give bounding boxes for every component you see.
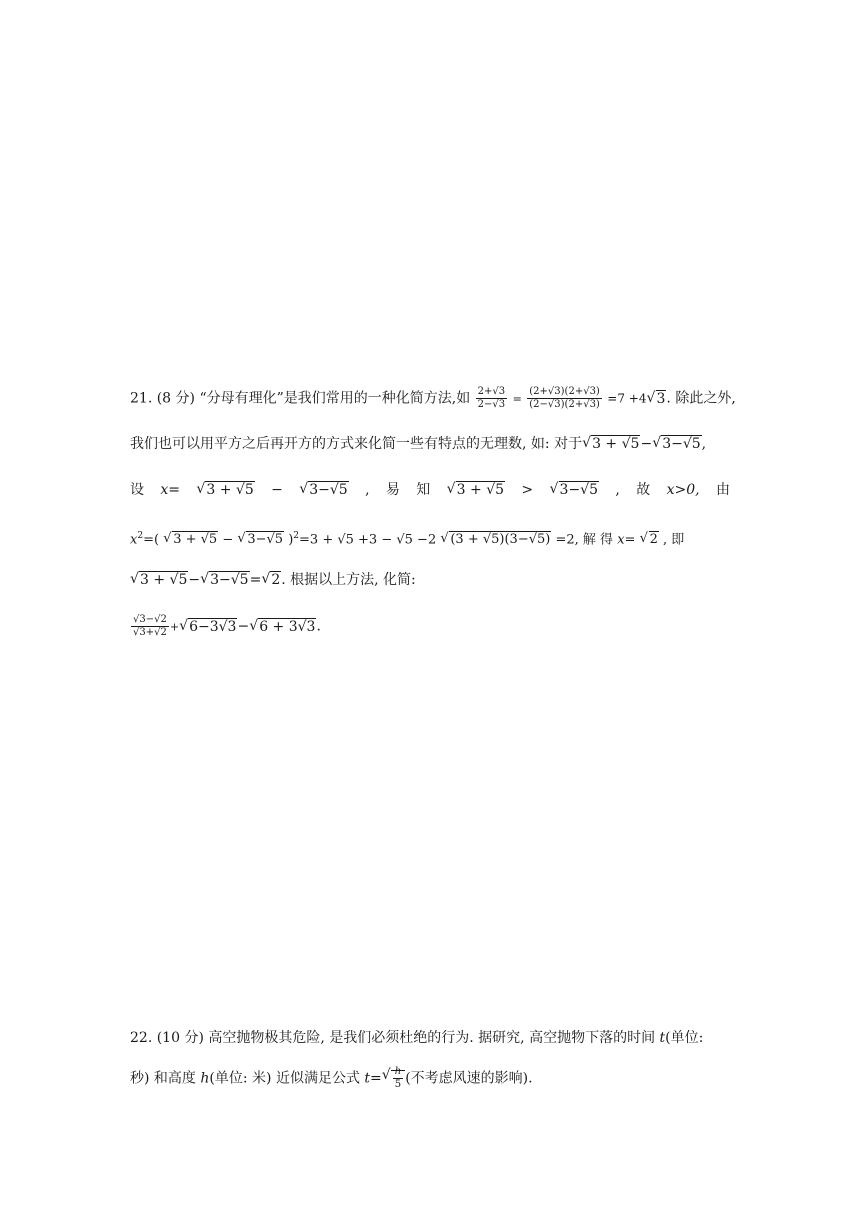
fraction-numerator: √3−√2 xyxy=(133,614,167,625)
q21-tail-1: . 除此之外, xyxy=(666,390,736,407)
result-text: =7 +4 xyxy=(607,391,647,406)
minus-sign: − xyxy=(271,482,283,498)
sqrt-expr-2: √ 3−√5 xyxy=(299,480,348,500)
equals-sign: = xyxy=(249,572,262,588)
sqrt-expr-2: √ 3−√5 xyxy=(652,434,701,454)
ji-text: , 即 xyxy=(663,532,685,548)
sqrt-expr-1: √ 3 + √5 xyxy=(196,480,254,500)
q21-line-4 xyxy=(130,526,684,550)
q21-line-1 xyxy=(130,386,736,411)
minus-sign: − xyxy=(188,572,201,588)
minus-sign: − xyxy=(640,436,653,452)
close-paren: ) xyxy=(288,532,294,548)
minus-sign: − xyxy=(222,532,234,548)
formula-fraction xyxy=(393,1066,403,1091)
sqrt-task-2: √ 6 + 3√3 xyxy=(249,617,316,637)
instruction-text: . 根据以上方法, 化简: xyxy=(281,572,416,588)
superscript: 2 xyxy=(137,531,144,541)
task-fraction xyxy=(131,614,169,639)
period: . xyxy=(316,618,321,635)
comma: , xyxy=(701,436,707,452)
fraction-numerator: 2+√3 xyxy=(477,386,506,397)
sqrt-expr-1: √ 3 + √5 xyxy=(163,530,218,550)
equals-paren: =( xyxy=(143,532,160,548)
word-you: 由 xyxy=(715,482,730,498)
sqrt-product: √ (3 + √5)(3−√5) xyxy=(440,530,551,550)
fraction-numerator: √ h xyxy=(394,1066,402,1077)
comma: , xyxy=(365,482,370,498)
q22-line-1 xyxy=(130,1028,703,1048)
word-yi: 易 xyxy=(385,482,400,498)
q22-tail-2: (不考虑风速的影响). xyxy=(405,1070,533,1087)
word-zhi: 知 xyxy=(416,482,431,498)
word-she: 设 xyxy=(130,482,144,498)
sqrt-expr-4: √ 3−√5 xyxy=(550,480,599,500)
var-h: h xyxy=(200,1070,210,1087)
sqrt-formula xyxy=(382,1066,405,1091)
var-x: x= xyxy=(617,532,636,548)
var-x: x= xyxy=(160,482,181,498)
q21-text-2: 我们也可以用平方之后再开方的方式来化简一些有特点的无理数, 如: 对于 xyxy=(130,436,583,452)
plus-sign: + xyxy=(169,620,180,634)
var-t-eq: t= xyxy=(364,1070,382,1087)
q21-line-3 xyxy=(130,480,730,500)
sqrt-expr-1: √ 3 + √5 xyxy=(130,570,188,590)
fraction-denominator: 5 xyxy=(394,1079,402,1090)
example-fraction-1 xyxy=(476,386,507,411)
sqrt-expr-2: √ 3−√5 xyxy=(200,570,249,590)
fraction-denominator: 2−√3 xyxy=(477,399,506,410)
sqrt-2: √ 2 xyxy=(261,570,281,590)
var-t: t xyxy=(659,1030,666,1046)
comma: , xyxy=(615,482,620,498)
q21-line-2 xyxy=(130,434,706,454)
q22-tail-1: (单位: xyxy=(665,1030,704,1046)
q21-text-1: “分母有理化”是我们常用的一种化简方法,如 xyxy=(199,390,471,407)
sqrt-expr-3: √ 3 + √5 xyxy=(447,480,505,500)
q22-number: 22. xyxy=(130,1030,153,1046)
q21-line-6 xyxy=(130,614,321,639)
sqrt-3: √ 3 xyxy=(647,389,667,409)
q22-text-2a: 秒) 和高度 xyxy=(130,1070,196,1087)
q21-line-5 xyxy=(130,570,416,590)
solve-text: =2, 解 得 xyxy=(555,532,614,548)
equals-sign: = xyxy=(512,392,522,406)
expansion-text: =3 + √5 +3 − √5 −2 xyxy=(299,532,437,548)
q22-text-2b: (单位: 米) 近似满足公式 xyxy=(209,1070,360,1087)
fraction-numerator: (2+√3)(2+√3) xyxy=(529,386,600,397)
q22-score: (10 分) xyxy=(156,1030,204,1046)
fraction-denominator: √3+√2 xyxy=(133,627,167,638)
x-positive: x>0, xyxy=(666,482,700,498)
greater-sign: > xyxy=(521,482,534,498)
q21-score: (8 分) xyxy=(156,390,195,407)
fraction-denominator: (2−√3)(2+√3) xyxy=(529,399,600,410)
sqrt-expr-2: √ 3−√5 xyxy=(237,530,284,550)
q22-line-2 xyxy=(130,1066,533,1091)
var-x: x xyxy=(130,532,138,548)
superscript: 2 xyxy=(293,531,300,541)
minus-sign: − xyxy=(237,618,250,635)
sqrt-expr-1: √ 3 + √5 xyxy=(582,434,640,454)
sqrt-2: √ 2 xyxy=(640,530,659,550)
example-fraction-2 xyxy=(527,386,602,411)
sqrt-task-1: √ 6−3√3 xyxy=(179,617,237,637)
q22-text-1: 高空抛物极其危险, 是我们必须杜绝的行为. 据研究, 高空抛物下落的时间 xyxy=(208,1030,656,1046)
q21-number: 21. xyxy=(130,390,153,407)
word-gu: 故 xyxy=(636,482,651,498)
